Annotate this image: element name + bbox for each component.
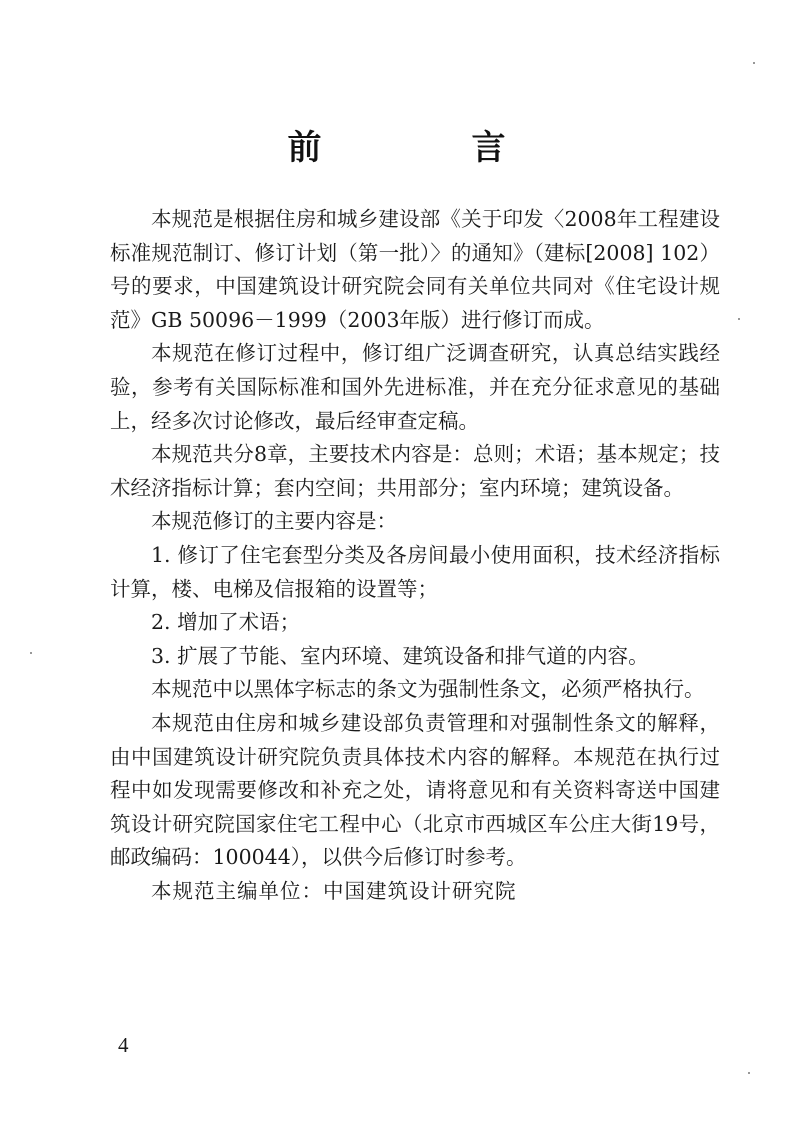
paragraph-basis: 本规范是根据住房和城乡建设部《关于印发〈2008年工程建设标准规范制订、修订计划（第一批）〉的通知》（建标[2008] 102）号的要求，中国建筑设计研究院会同有关单位共同对《住宅设计规范》GB 50096－1999（2003年版）进行修订而成。	[110, 207, 720, 332]
paragraph-revision-intro: 本规范修订的主要内容是：	[151, 509, 397, 534]
paragraph-mandatory: 本规范中以黑体字标志的条文为强制性条文，必须严格执行。	[151, 677, 705, 702]
list-item: 1. 修订了住宅套型分类及各房间最小使用面积，技术经济指标计算，楼、电梯及信报箱的设置等；	[110, 542, 720, 601]
chief-editor-line: 本规范主编单位：中国建筑设计研究院	[151, 878, 517, 903]
page-title: 前 言	[287, 128, 564, 168]
paragraph-management: 本规范由住房和城乡建设部负责管理和对强制性条文的解释，由中国建筑设计研究院负责具体技术内容的解释。本规范在执行过程中如发现需要修改和补充之处，请将意见和有关资料寄送中国建筑设计研究院国家住宅工程中心（北京市西城区车公庄大街19号，邮政编码：100044），以供今后修订时参考。	[110, 710, 720, 870]
paragraph-chapters: 本规范共分8章，主要技术内容是：总则；术语；基本规定；技术经济指标计算；套内空间；共用部分；室内环境；建筑设备。	[110, 442, 720, 500]
preface-body	[110, 203, 720, 908]
list-item: 3. 扩展了节能、室内环境、建筑设备和排气道的内容。	[151, 643, 649, 668]
scan-speck	[748, 1072, 750, 1074]
page-number: 4	[118, 1033, 129, 1057]
scan-speck	[753, 62, 755, 64]
paragraph-process: 本规范在修订过程中，修订组广泛调查研究，认真总结实践经验，参考有关国际标准和国外先进标准，并在充分征求意见的基础上，经多次讨论修改，最后经审查定稿。	[110, 341, 720, 433]
list-item: 2. 增加了术语；	[151, 610, 301, 635]
scan-speck	[738, 318, 740, 320]
scan-speck	[30, 652, 32, 654]
